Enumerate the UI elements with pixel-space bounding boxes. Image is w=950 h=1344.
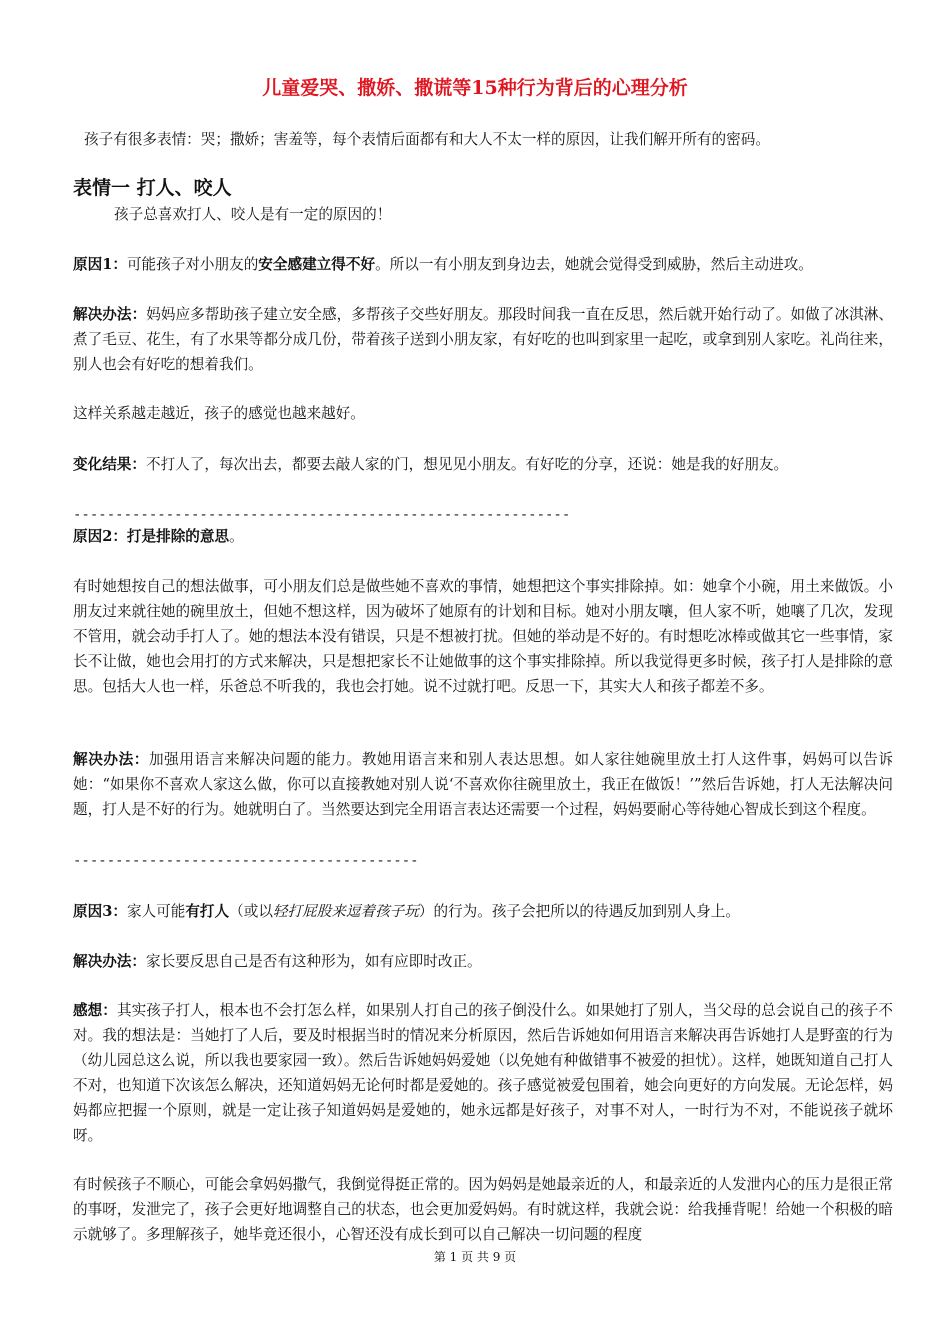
thoughts-label: 感想： — [73, 1002, 117, 1019]
section-lead: 孩子总喜欢打人、咬人是有一定的原因的！ — [114, 206, 392, 223]
reason-1-bold: 安全感建立得不好 — [258, 256, 376, 273]
solution-1 — [73, 302, 893, 377]
solution-2-text: 加强用语言来解决问题的能力。教她用语言来和别人表达思想。如人家往她碗里放土打人这件事，妈妈可以告诉她：“如果你不喜欢人家这么做，你可以直接教她对别人说‘不喜欢你往碗里放土，我正在做饭！’”然后告诉她，打人无法解决问题，打人是不好的行为。她就明白了。当然要达到完全用语言表达还需要一个过程，妈妈要耐心等待她心智成长到这个程度。 — [73, 751, 893, 818]
solution-2 — [73, 747, 893, 822]
reason-2-label: 原因2：打是排除的意思 — [73, 528, 230, 545]
reason-3-italic: 轻打屁股来逗着孩子玩 — [272, 903, 419, 920]
reason-1 — [73, 252, 893, 277]
reason-3-pre: 家人可能 — [126, 903, 186, 920]
separator-long: ----------------------------------------------------------- — [73, 507, 571, 523]
reason-2 — [73, 524, 893, 549]
solution-3-label: 解决办法： — [73, 953, 146, 970]
thoughts — [73, 998, 893, 1148]
page-footer: 第 1 页 共 9 页 — [433, 1250, 517, 1264]
reason-1-pre: 可能孩子对小朋友的 — [126, 256, 259, 273]
reason-2-post: 。 — [229, 528, 244, 545]
reason-3-mid: （或以 — [229, 903, 273, 920]
reason-3-post: ）的行为。孩子会把所以的待遇反加到别人身上。 — [418, 903, 740, 920]
reason-1-post: 。所以一有小朋友到身边去，她就会觉得受到威胁，然后主动进攻。 — [375, 256, 813, 273]
reason-2-body: 有时她想按自己的想法做事，可小朋友们总是做些她不喜欢的事情，她想把这个事实排除掉。如：她拿个小碗，用土来做饭。小朋友过来就往她的碗里放土，但她不想这样，因为破坏了她原有的计划和目标。她对小朋友嚷，但人家不听，她嚷了几次，发现不管用，就会动手打人了。她的想法本没有错误，只是不想被打扰。但她的举动是不好的。有时想吃冰棒或做其它一些事情，家长不让做，她也会用打的方式来解决，只是想把家长不让她做事的这个事实排除掉。所以我觉得更多时候，孩子打人是排除的意思。包括大人也一样，乐爸总不听我的，我也会打她。说不过就打吧。反思一下，其实大人和孩子都差不多。 — [73, 578, 893, 695]
reason-3-label: 原因3： — [73, 903, 127, 920]
solution-1-label: 解决办法： — [73, 306, 147, 323]
change-result-text: 不打人了，每次出去，都要去敲人家的门，想见见小朋友。有好吃的分享，还说：她是我的好朋友。 — [145, 456, 789, 473]
solution-2-label: 解决办法： — [73, 751, 149, 768]
reason-1-label: 原因1： — [73, 256, 127, 273]
solution-3-text: 家长要反思自己是否有这种形为，如有应即时改正。 — [145, 953, 482, 970]
section-heading: 表情一 打人、咬人 — [73, 177, 232, 199]
document-title: 儿童爱哭、撒娇、撒谎等15种行为背后的心理分析 — [262, 77, 688, 99]
reason-3 — [73, 899, 893, 924]
change-result — [73, 452, 893, 477]
last-paragraph: 有时候孩子不顺心，可能会拿妈妈撒气，我倒觉得挺正常的。因为妈妈是她最亲近的人，和最亲近的人发泄内心的压力是很正常的事呀，发泄完了，孩子会更好地调整自己的状态，也会更加爱妈妈。有时就这样，我就会说：给我捶背呢！给她一个积极的暗示就够了。多理解孩子，她毕竟还很小，心智还没有成长到可以自己解决一切问题的程度 — [73, 1176, 893, 1243]
thoughts-text: 其实孩子打人，根本也不会打怎么样，如果别人打自己的孩子倒没什么。如果她打了别人，当父母的总会说自己的孩子不对。我的想法是：当她打了人后，要及时根据当时的情况来分析原因，然后告诉她如何用语言来解决再告诉她打人是野蛮的行为（幼儿园总这么说，所以我也要家园一致）。然后告诉她妈妈爱她（以免她有种做错事不被爱的担忧）。这样，她既知道自己打人不对，也知道下次该怎么解决，还知道妈妈无论何时都是爱她的。孩子感觉被爱包围着，她会向更好的方向发展。无论怎样，妈妈都应把握一个原则，就是一定让孩子知道妈妈是爱她的，她永远都是好孩子，对事不对人，一时行为不对，不能说孩子就坏呀。 — [73, 1002, 893, 1144]
solution-3 — [73, 949, 893, 974]
closing-line: 这样关系越走越近，孩子的感觉也越来越好。 — [73, 405, 365, 422]
reason-3-bold: 有打人 — [185, 903, 230, 920]
intro-paragraph: 孩子有很多表情：哭；撒娇；害羞等，每个表情后面都有和大人不太一样的原因，让我们解开所有的密码。 — [84, 131, 770, 148]
change-result-label: 变化结果： — [73, 456, 146, 473]
solution-1-text: 妈妈应多帮助孩子建立安全感，多帮孩子交些好朋友。那段时间我一直在反思，然后就开始行动了。如做了冰淇淋、煮了毛豆、花生，有了水果等都分成几份，带着孩子送到小朋友家，有好吃的也叫到家里一起吃，或拿到别人家吃。礼尚往来，别人也会有好吃的想着我们。 — [73, 306, 893, 373]
separator-short: ----------------------------------------- — [73, 853, 419, 869]
